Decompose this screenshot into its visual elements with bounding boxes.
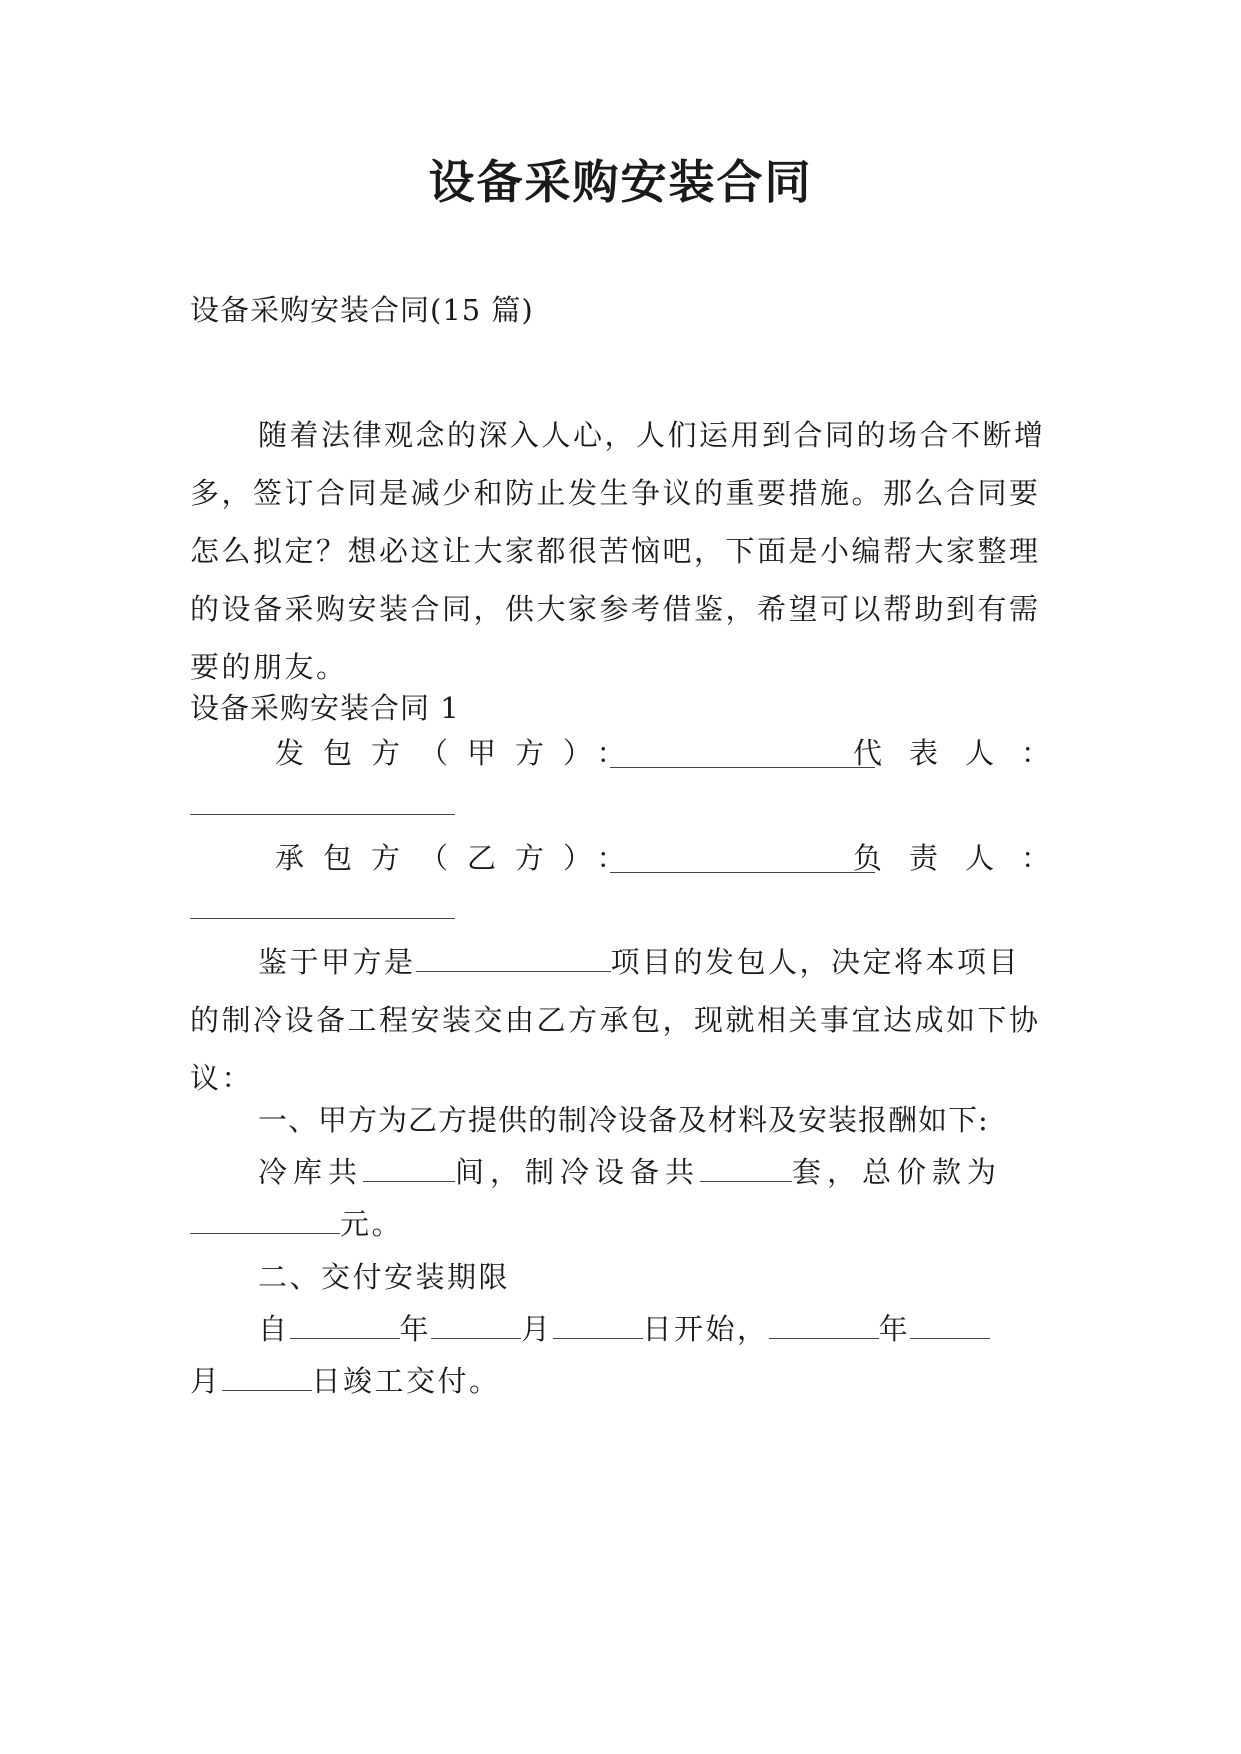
party-a-blank [610,767,875,768]
party-a-line [190,733,1077,773]
document-subtitle: 设备采购安装合同(15 篇) [190,293,534,327]
clause-2-year-1: 年 [399,1312,432,1346]
clause-2-day-end: 日竣工交付。 [311,1364,501,1398]
clause-1-part-d: 元。 [340,1207,404,1241]
clause-2-month-1: 月 [521,1312,553,1346]
party-b-rep-blank [190,918,455,919]
clause-1-part-b: 间，制冷设备共 [455,1155,701,1189]
end-year-blank [769,1310,879,1339]
clause-2-day-start: 日开始， [642,1312,769,1346]
clause-1-part-c: 套，总价款为 [792,1155,1003,1189]
party-b-blank [610,872,875,873]
total-price-blank [190,1205,340,1234]
clause-1-heading: 一、甲方为乙方提供的制冷设备及材料及安装报酬如下: [258,1103,989,1137]
clause-2-month-2: 月 [190,1364,222,1398]
party-a-rep-label: 代表人： [852,736,1077,770]
recital-paragraph [190,933,1050,1107]
start-month-blank [431,1310,521,1339]
clause-2-from: 自 [258,1312,290,1346]
recital-post: 项目的发包人，决定将本项目的制冷设备工程安装交由乙方承包，现就相关事宜达成如下协议： [190,945,1041,1095]
party-a-label: 发包方（甲方）： [275,736,645,770]
intro-paragraph: 随着法律观念的深入人心，人们运用到合同的场合不断增多，签订合同是减少和防止发生争议的重要措施。那么合同要怎么拟定？想必这让大家都很苦恼吧，下面是小编帮大家整理的设备采购安装合同，供大家参考借鉴，希望可以帮助到有需要的朋友。 [190,418,1046,684]
recital-pre: 鉴于甲方是 [258,945,416,979]
clause-1-total [190,1195,1050,1253]
clause-2-dates-cont [190,1352,1050,1410]
party-b-rep-label: 负责人： [852,841,1077,875]
contract-1-heading: 设备采购安装合同 1 [190,691,460,725]
party-a-rep-blank [190,814,455,815]
party-b-line [190,838,1077,878]
cold-storage-count-blank [363,1153,455,1182]
clause-2-heading: 二、交付安装期限 [258,1260,511,1294]
start-day-blank [553,1310,643,1339]
clause-1-part-a: 冷库共 [258,1155,364,1189]
clause-2-year-2: 年 [878,1312,911,1346]
document-title: 设备采购安装合同 [428,155,813,209]
equipment-sets-blank [700,1153,792,1182]
end-month-blank-part [910,1310,990,1339]
clause-2-dates [190,1300,1050,1358]
clause-1-details [190,1143,1050,1201]
party-b-label: 承包方（乙方）： [275,841,645,875]
end-day-blank [222,1362,312,1391]
project-name-blank [416,943,611,972]
start-year-blank [290,1310,400,1339]
